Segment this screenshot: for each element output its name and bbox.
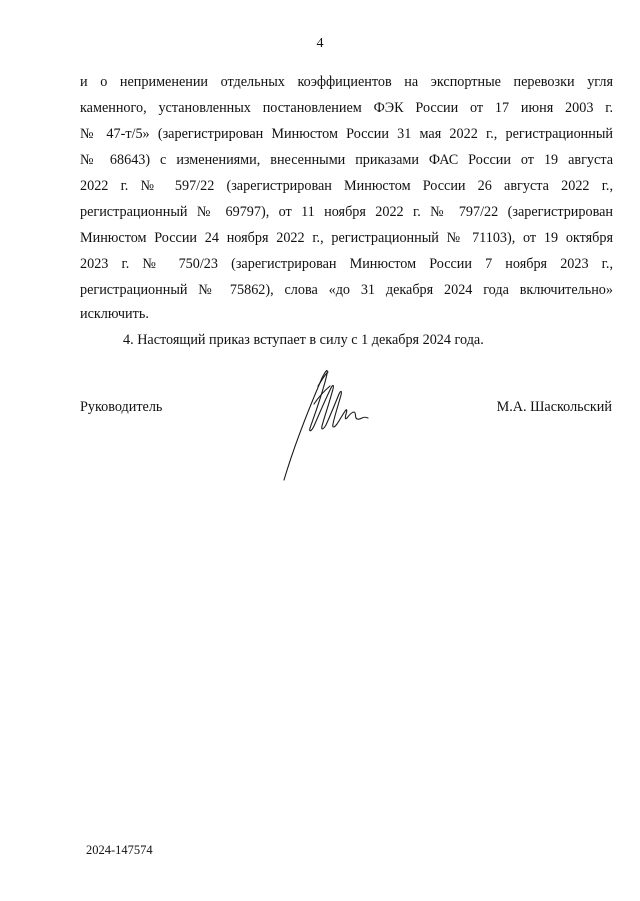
page-number: 4 [316, 36, 324, 51]
document-id: 2024-147574 [86, 843, 153, 857]
body-line: 2022 г. № 597/22 (зарегистрирован Минюстом России 26 августа 2022 г., [80, 178, 613, 194]
body-line: исключить. [80, 306, 149, 322]
body-line: и о неприменении отдельных коэффициентов на экспортные перевозки угля [80, 74, 613, 90]
signatory-role: Руководитель [80, 399, 163, 415]
handwritten-signature [270, 358, 380, 488]
body-line: 2023 г. № 750/23 (зарегистрирован Минюстом России 7 ноября 2023 г., [80, 256, 613, 272]
body-line: № 68643) с изменениями, внесенными приказами ФАС России от 19 августа [80, 152, 613, 168]
body-line: регистрационный № 75862), слова «до 31 декабря 2024 года включительно» [80, 282, 613, 298]
clause-4: 4. Настоящий приказ вступает в силу с 1 декабря 2024 года. [123, 332, 484, 348]
signatory-name: М.А. Шаскольский [496, 399, 612, 415]
body-line: регистрационный № 69797), от 11 ноября 2022 г. № 797/22 (зарегистрирован [80, 204, 613, 220]
body-line: Минюстом России 24 ноября 2022 г., регистрационный № 71103), от 19 октября [80, 230, 613, 246]
body-line: каменного, установленных постановлением ФЭК России от 17 июня 2003 г. [80, 100, 613, 116]
body-line: № 47-т/5» (зарегистрирован Минюстом России 31 мая 2022 г., регистрационный [80, 126, 613, 142]
